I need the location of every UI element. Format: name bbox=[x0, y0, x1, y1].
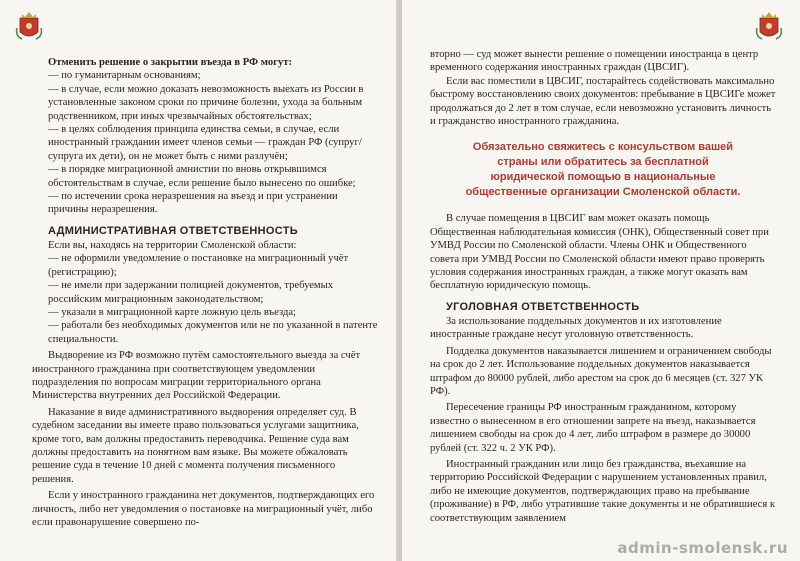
list-item: — в целях соблюдения принципа единства семьи, в случае, если иностранный гражданин имеет членов семьи — граждан РФ (супруг/супруга их дети), он не может быть с ними разлучён; bbox=[48, 124, 362, 162]
callout-notice: Обязательно свяжитесь с консульством вашей страны или обратитесь за бесплатной юридической помощью в национальные общественные организации Смоленской области. bbox=[465, 141, 741, 199]
list-item: — не оформили уведомление о постановке на миграционный учёт (регистрацию); bbox=[48, 253, 349, 278]
paragraph: Иностранный гражданин или лицо без гражданства, въехавшие на территорию Российской Федерации с нарушением установленных правил, либо не имеющие документов, подтверждающих право на пребывание (проживание) в РФ, либо утратившие такие документы и не обратившиеся к соответствующим заявлением bbox=[430, 458, 776, 524]
entry-ban-list bbox=[32, 69, 378, 216]
list-item: — указали в миграционной карте ложную цель въезда; bbox=[48, 306, 296, 318]
violations-list bbox=[32, 252, 378, 346]
paragraph: В случае помещения в ЦВСИГ вам может оказать помощь Общественная наблюдательная комиссия (ОНК), Общественный совет при УМВД России по Смоленской области. Члены ОНК и Общественного совета при УМВД России по Смоленской области имеют право проверять условия содержания иностранных граждан, а также могут оказать вам бесплатную юридическую помощь. bbox=[430, 213, 769, 292]
paragraph: вторно — суд может вынести решение о помещении иностранца в центр временного содержания иностранных граждан (ЦВСИГ). bbox=[430, 49, 759, 74]
right-page bbox=[402, 0, 800, 561]
list-item: — в порядке миграционной амнистии по вновь открывшимся обстоятельствам в случае, если решение было вынесено по ошибке; bbox=[48, 164, 356, 189]
paragraph: Подделка документов наказывается лишением и ограничением свободы на срок до 2 лет. Использование поддельных документов наказывается штрафом до 80000 рублей, либо арестом на срок до 6 месяцев (ст. 327 УК РФ). bbox=[430, 345, 772, 397]
paragraph: Если вас поместили в ЦВСИГ, постарайтесь содействовать максимально быстрому восстановлению своих документов: пребывание в ЦВСИГе может продолжаться до 2 лет в том случае, если невозможно установить личность и гражданство иностранного гражданина. bbox=[430, 75, 776, 128]
list-item: — по истечении срока неразрешения на въезд и при устранении причины неразрешения. bbox=[48, 191, 338, 216]
list-item: — работали без необходимых документов или не по указанной в патенте специальности. bbox=[48, 320, 378, 345]
paragraph: Выдворение из РФ возможно путём самостоятельного выезда за счёт иностранного гражданина при соответствующем уведомлении подразделения по вопросам миграции территориального органа Министерства внутренних дел Российской Федерации. bbox=[32, 350, 361, 402]
section-heading-entry-ban: Отменить решение о закрытии въезда в РФ могут: bbox=[48, 57, 292, 68]
paragraph: Если у иностранного гражданина нет документов, подтверждающих его личность, либо нет уведомления о постановке на миграционный учёт, либо если правонарушение совершено по- bbox=[32, 490, 375, 528]
paragraph: За использование поддельных документов и их изготовление иностранные граждане несут уголовную ответственность. bbox=[430, 315, 722, 341]
left-page bbox=[0, 0, 398, 561]
list-item: — по гуманитарным основаниям; bbox=[48, 70, 201, 82]
list-item: — не имели при задержании полицией документов, требуемых российским миграционным законодательством; bbox=[48, 280, 334, 305]
smolensk-emblem-icon bbox=[14, 8, 44, 44]
paragraph: Наказание в виде административного выдворения определяет суд. В судебном заседании вы имеете право пользоваться услугами защитника, кроме того, вам должны предоставить переводчика. Решение суда вам должны предоставить на понятном вам языке. Вы можете обжаловать решение суда в течение 10 дней с момента получения письменного решения. bbox=[32, 406, 359, 485]
section-heading-administrative: АДМИНИСТРАТИВНАЯ ОТВЕТСТВЕННОСТЬ bbox=[48, 224, 298, 237]
site-watermark: admin-smolensk.ru bbox=[617, 539, 788, 557]
paragraph: Пересечение границы РФ иностранным гражданином, которому известно о вынесенном в его отношении запрете на въезд, наказывается лишением свободы на срок до 4 лет, либо штрафом в размере до 30000 рублей (ст. 322 ч. 2 УК РФ). bbox=[430, 402, 756, 454]
section-heading-criminal: УГОЛОВНАЯ ОТВЕТСТВЕННОСТЬ bbox=[446, 300, 640, 313]
paragraph: Если вы, находясь на территории Смоленской области: bbox=[48, 239, 297, 251]
list-item: — в случае, если можно доказать невозможность выехать из России в установленные законом сроки по причине болезни, ухода за больным родственником, при иных чрезвычайных обстоятельствах; bbox=[48, 83, 364, 122]
smolensk-emblem-icon bbox=[754, 8, 784, 44]
